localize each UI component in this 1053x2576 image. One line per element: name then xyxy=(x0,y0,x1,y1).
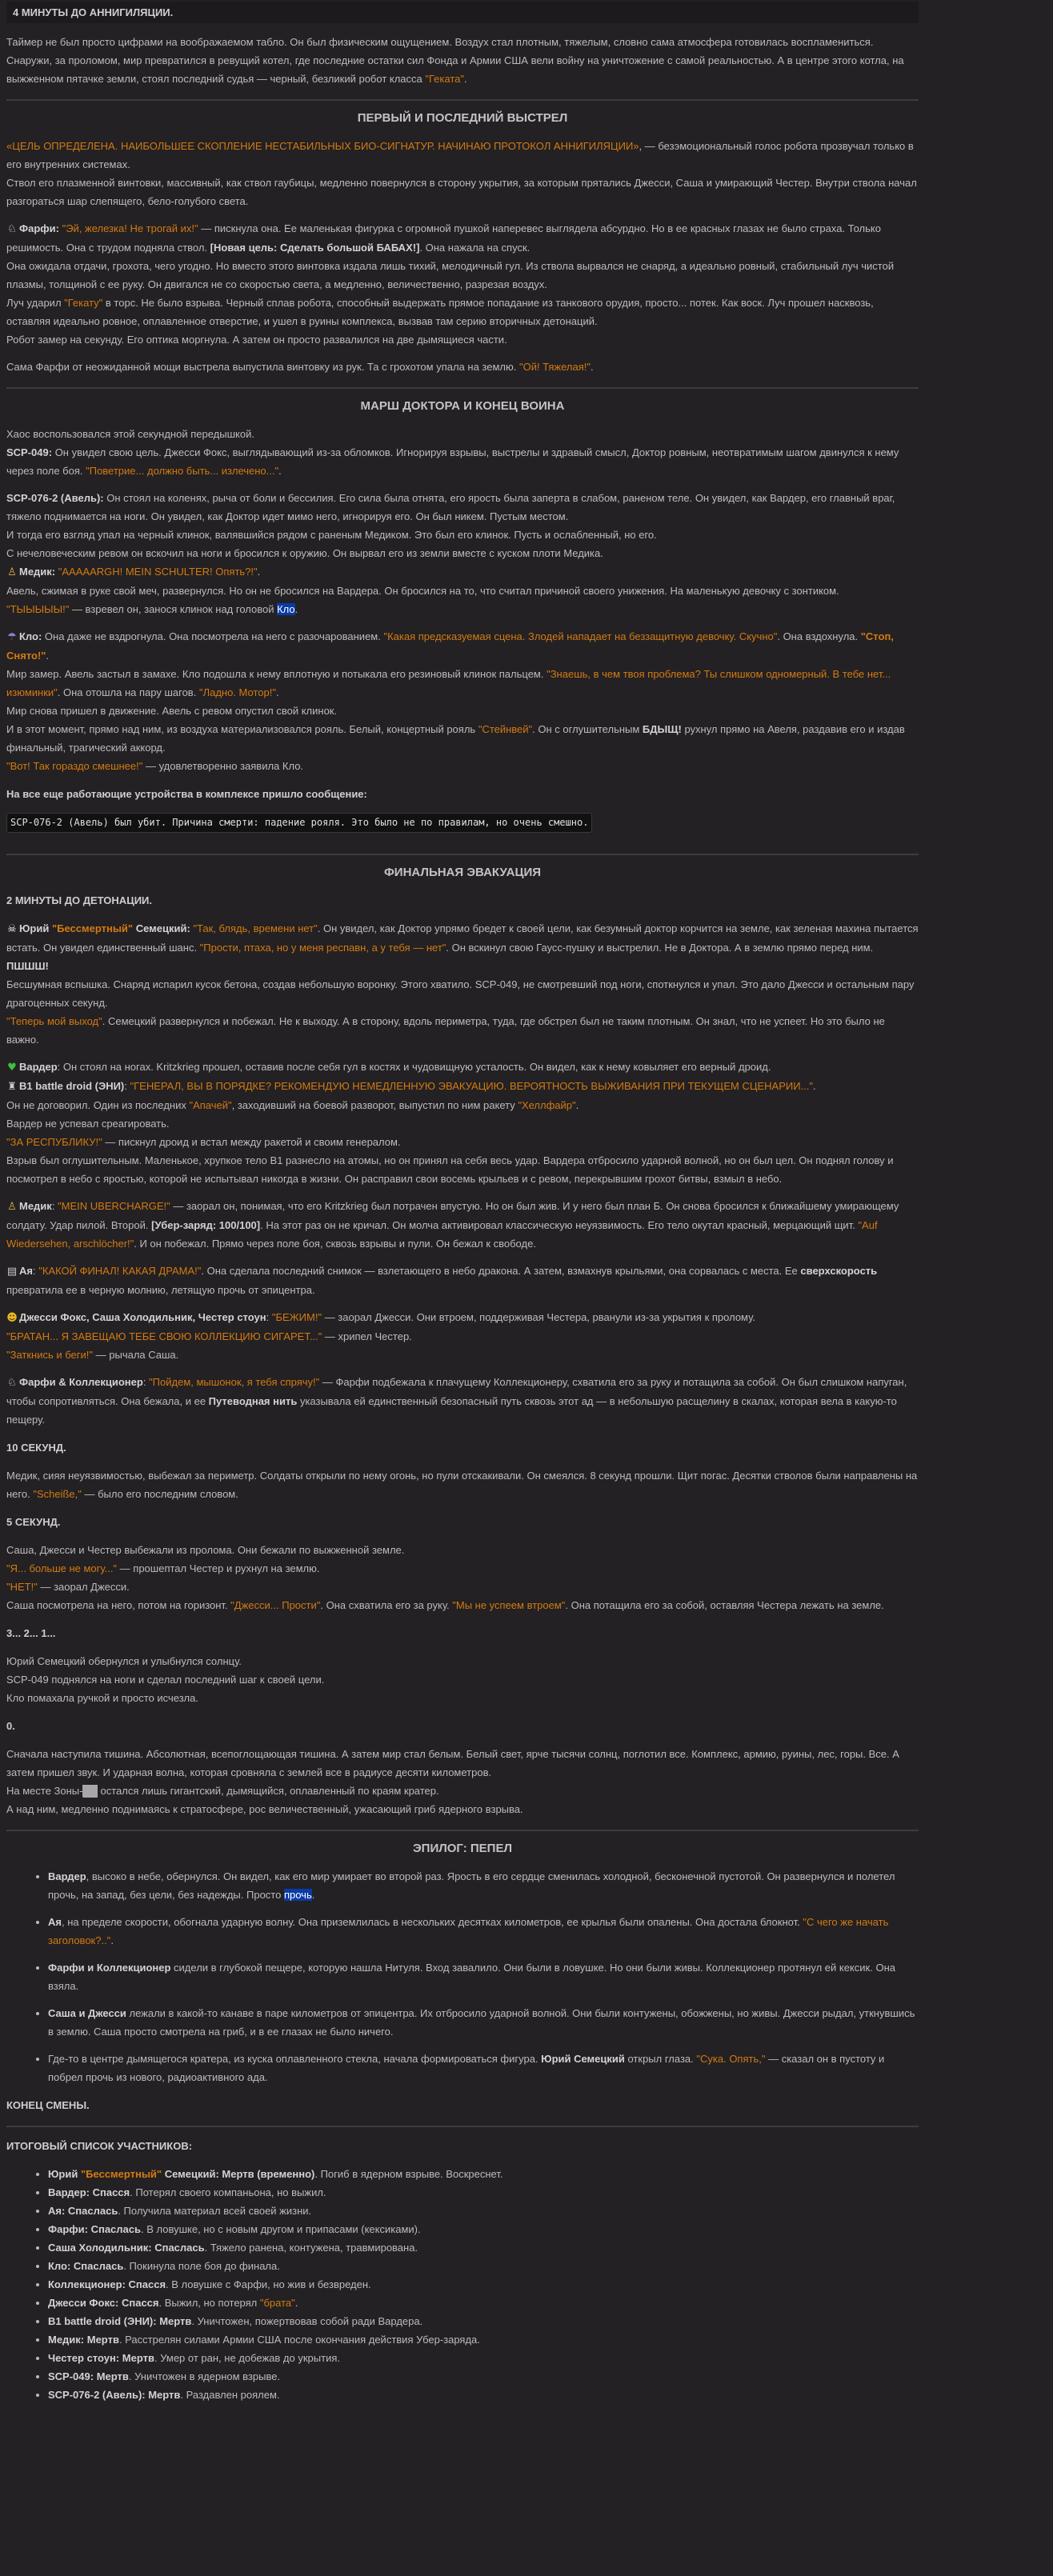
text-run: . xyxy=(278,465,282,477)
bold-text: Семецкий: Мертв (временно) xyxy=(162,2168,315,2180)
droid-icon: ♜ xyxy=(7,1081,17,1093)
text-run: . Он вскинул свою Гаусс-пушку и выстрелил. Не в Доктора. А в землю прямо перед ним. xyxy=(446,942,874,954)
bullet-list xyxy=(6,1867,919,2086)
quoted-speech: "Scheiße," xyxy=(33,1488,82,1500)
bold-label: 5 СЕКУНД. xyxy=(6,1516,61,1528)
bold-text: Юрий Семецкий xyxy=(541,2053,625,2065)
paragraph-line xyxy=(6,582,919,600)
bold-text: SCP-049: Мертв xyxy=(48,2370,129,2382)
text-run: . Выжил, но потерял xyxy=(158,2297,260,2309)
bold-label: 4 МИНУТЫ ДО АННИГИЛЯЦИИ. xyxy=(6,2,919,23)
paragraph-line xyxy=(6,358,919,376)
list-item xyxy=(48,1913,919,1950)
text-run: . Она схватила его за руку. xyxy=(320,1599,453,1611)
section-divider xyxy=(6,387,919,389)
text-run: И в этот момент, прямо над ним, из воздуха материализовался рояль. Белый, концертный рояль xyxy=(6,723,478,735)
bullet-list xyxy=(6,2165,919,2404)
text-run: , на пределе скорости, обогнала ударную волну. Она приземлилась в нескольких десятках километров, ее крылья были опалены. Она достала блокнот. xyxy=(61,1916,803,1928)
list-item xyxy=(48,2050,919,2086)
bold-text: Честер стоун: Мертв xyxy=(48,2352,154,2364)
list-item xyxy=(48,1958,919,1995)
paragraph-line xyxy=(6,665,919,702)
text-run: . Она вздохнула. xyxy=(777,630,861,642)
text-run: Он увидел свою цель. Джесси Фокс, выглядывающий из-за обломков. Игнорируя взрывы, выстрелы и здравый смысл, Доктор ровным, неотвратимым шагом двинулся к нему через поле боя. xyxy=(6,446,899,477)
text-run: . Он с оглушительным xyxy=(532,723,643,735)
quoted-speech: "Апачей" xyxy=(189,1099,232,1111)
umbrella-icon: ☂ xyxy=(7,631,17,643)
list-item xyxy=(48,2220,919,2238)
bold-text: Медик: Мертв xyxy=(48,2334,119,2346)
bold-text: Медик xyxy=(19,1200,52,1212)
text-run: — пискнула она. Ее маленькая фигурка с огромной пушкой наперевес выглядела абсурдно. Но в ее красных глазах не было страха. Только решимость. Она с трудом подняла ствол. xyxy=(6,222,881,254)
bold-text: [Убер-заряд: 100/100] xyxy=(151,1219,261,1231)
heart-icon: ♥ xyxy=(7,1062,17,1074)
bold-text: Фарфи & Коллекционер xyxy=(19,1376,143,1388)
paragraph-line xyxy=(6,562,919,582)
text-run: лежали в какой-то канаве в паре километров от эпицентра. Их отбросило ударной волной. Они были контужены, обожжены, но живы. Джесси рыдал, уткнувшись в землю. Саша просто смотрела на гриб, и в ее глазах не было ничего. xyxy=(48,2007,915,2038)
paragraph-line xyxy=(6,1596,919,1614)
paragraph-line xyxy=(6,1058,919,1077)
text-run: SCP-049 поднялся на ноги и сделал последний шаг к своей цели. xyxy=(6,1674,325,1686)
bold-label: КОНЕЦ СМЕНЫ. xyxy=(6,2099,90,2111)
quoted-speech: "Геката" xyxy=(425,73,464,85)
text-run: . xyxy=(294,2297,298,2309)
quoted-speech: "Заткнись и беги!" xyxy=(6,1349,94,1361)
paragraph-line xyxy=(6,1077,919,1096)
text-run: . Она нажала на спуск. xyxy=(419,242,531,254)
text-run: рухнул прямо на Авеля, раздавив его и издав финальный, трагический аккорд. xyxy=(6,723,905,754)
text-run: — заорал Джесси. Они втроем, поддерживая Честера, рванули из-за укрытия к пролому. xyxy=(322,1311,755,1323)
paragraph-line xyxy=(6,425,919,443)
paragraph xyxy=(6,33,919,88)
paragraph xyxy=(6,219,919,349)
text-run: . Он увидел, как Доктор упрямо бредет к своей цели, как безумный доктор корчится на земле, как зеленая махина пытается встать. Он увидел единственный шанс. xyxy=(6,922,919,954)
text-run: : xyxy=(142,1376,150,1388)
bold-label: 3... 2... 1... xyxy=(6,1627,56,1639)
text-run: Мир замер. Авель застыл в замахе. Кло подошла к нему вплотную и потыкала его резиновый клинок пальцем. xyxy=(6,668,547,680)
text-run: . Покинула поле боя до финала. xyxy=(123,2260,280,2272)
text-run: . xyxy=(46,650,50,662)
text-run: Хаос воспользовался этой секундной передышкой. xyxy=(6,428,254,440)
paragraph-line xyxy=(6,33,919,88)
text-run: : xyxy=(266,1311,272,1323)
text-run: превратила ее в черную молнию, летящую прочь от эпицентра. xyxy=(6,1284,315,1296)
paragraph-line xyxy=(6,957,919,975)
paragraph-line xyxy=(6,1670,919,1689)
section-heading: ФИНАЛЬНАЯ ЭВАКУАЦИЯ xyxy=(383,866,542,879)
paragraph-line xyxy=(6,1327,919,1346)
text-run: сидели в глубокой пещере, которую нашла Нитуля. Вход завалило. Они были в ловушке. Но они были живы. Коллекционер протянул ей кексик. Она взяла. xyxy=(48,1962,895,1992)
paragraph-line xyxy=(6,526,919,544)
bold-text: Ая xyxy=(19,1265,33,1277)
bold-text: Джесси Фокс: Спасся xyxy=(48,2297,159,2309)
bold-text: B1 battle droid (ЭНИ) xyxy=(19,1080,125,1092)
text-run: — удовлетворенно заявила Кло. xyxy=(142,760,304,772)
quoted-speech: "Пойдем, мышонок, я тебя спрячу!" xyxy=(149,1376,320,1388)
text-run: . Она отошла на пару шагов. xyxy=(57,686,199,698)
text-run: — рычала Саша. xyxy=(93,1349,179,1361)
quoted-speech: "Я... больше не могу..." xyxy=(6,1562,118,1574)
quoted-speech: "Теперь мой выход" xyxy=(6,1015,102,1027)
quoted-speech: "С чего же начать заголовок?.." xyxy=(48,1916,889,1946)
text-run: — хрипел Честер. xyxy=(322,1330,412,1342)
text-run: в торс. Не было взрыва. Черный сплав робота, способный выдержать прямое попадание из танкового орудия, просто... потек. Как воск. Луч прошел насквозь, оставляя идеально ровное, оплавленное отверстие, и ушел в руины комплекса, вызвав там серию вторичных детонаций. xyxy=(6,297,874,327)
quoted-speech: "Вот! Так гораздо смешнее!" xyxy=(6,760,143,772)
bold-text: Коллекционер: Спасся xyxy=(48,2278,166,2290)
paragraph-line xyxy=(6,1578,919,1596)
paragraph xyxy=(6,1058,919,1188)
paragraph-line xyxy=(6,544,919,562)
list-item xyxy=(48,2004,919,2041)
redacted-text: ██ xyxy=(82,1785,98,1797)
text-run: — сказал он в пустоту и побрел прочь из нового, радиоактивного ада. xyxy=(48,2053,885,2083)
text-run: С нечеловеческим ревом он вскочил на ноги и бросился к оружию. Он вырвал его из земли вместе с куском плоти Медика. xyxy=(6,547,603,559)
bold-text: Фарфи: Спаслась xyxy=(48,2223,141,2235)
text-run: . xyxy=(463,73,467,85)
paragraph-line xyxy=(6,1652,919,1670)
bold-text: Путеводная нить xyxy=(208,1395,298,1407)
text-run: Саша, Джесси и Честер выбежали из пролома. Они бежали по выжженной земле. xyxy=(6,1544,405,1556)
text-run: . Потерял своего компаньона, но выжил. xyxy=(130,2186,326,2198)
text-run: . Уничтожен в ядерном взрыве. xyxy=(128,2370,281,2382)
paragraph-line xyxy=(6,1262,919,1299)
list-item xyxy=(48,2312,919,2330)
paragraph-line xyxy=(6,1133,919,1151)
list-item xyxy=(48,2257,919,2275)
bold-text: SCP-076-2 (Авель): xyxy=(6,492,104,504)
text-run: , заходивший на боевой разворот, выпустил по ним ракету xyxy=(231,1099,518,1111)
selected-text[interactable]: Кло xyxy=(277,603,295,615)
quoted-speech: "ГЕНЕРАЛ, ВЫ В ПОРЯДКЕ? РЕКОМЕНДУЮ НЕМЕДЛЕННУЮ ЭВАКУАЦИЮ. ВЕРОЯТНОСТЬ ВЫЖИВАНИЯ ПРИ ТЕКУЩЕМ СЦЕНАРИИ..." xyxy=(130,1080,813,1092)
paragraph-line xyxy=(6,174,919,210)
list-item xyxy=(48,2349,919,2367)
text-run: . xyxy=(294,603,298,615)
text-run: . xyxy=(575,1099,579,1111)
mouse-icon: ♘ xyxy=(7,223,17,235)
paragraph-line xyxy=(6,1373,919,1429)
text-run: . Уничтожен, пожертвовав собой ради Вардера. xyxy=(191,2315,423,2327)
text-run: Сама Фарфи от неожиданной мощи выстрела выпустила винтовку из рук. Та с грохотом упала на землю. xyxy=(6,361,519,373)
quoted-speech: "AAAAARGH! MEIN SCHULTER! Опять?!" xyxy=(58,566,258,578)
section-divider xyxy=(6,1830,919,1831)
quoted-speech: "Прости, птаха, но у меня респавн, а у тебя — нет" xyxy=(199,942,446,954)
text-run: . xyxy=(311,1889,315,1901)
text-run: Он стоял на коленях, рыча от боли и бессилия. Его сила была отнята, его ярость была заперта в слабом, раненом теле. Он увидел, как Вардер, его главный враг, тяжело поднимается на ноги. Он увидел, как Доктор идет мимо него, игнорируя его. Он был никем. Пустым местом. xyxy=(6,492,895,522)
text-run: — было его последним словом. xyxy=(81,1488,238,1500)
section-heading: ЭПИЛОГ: ПЕПЕЛ xyxy=(413,1842,512,1855)
bold-text: Юрий xyxy=(19,922,52,934)
paragraph-line xyxy=(6,1689,919,1707)
text-run: — взревел он, занося клинок над головой xyxy=(69,603,278,615)
paragraph-line xyxy=(6,1782,919,1800)
smiley-icon: ☻ xyxy=(6,1312,18,1324)
quoted-speech: «ЦЕЛЬ ОПРЕДЕЛЕНА. НАИБОЛЬШЕЕ СКОПЛЕНИЕ НЕСТАБИЛЬНЫХ БИО-СИГНАТУР. НАЧИНАЮ ПРОТОКОЛ АННИГИЛЯЦИИ» xyxy=(6,140,639,152)
quoted-speech: "НЕТ!" xyxy=(6,1581,38,1593)
text-run: : xyxy=(51,1200,58,1212)
text-run: . xyxy=(275,686,279,698)
text-run: . xyxy=(257,566,261,578)
text-run: . В ловушке, но с новым другом и припасами (кексиками). xyxy=(140,2223,421,2235)
paragraph xyxy=(6,137,919,210)
paragraph xyxy=(6,1541,919,1614)
text-run: . Она сделала последний снимок — взлетающего в небо дракона. А затем, взмахнув крыльями, она сорвалась с места. Ее xyxy=(201,1265,801,1277)
text-run: Медик, сияя неуязвимостью, выбежал за периметр. Солдаты открыли по нему огонь, но пули отскакивали. Он смеялся. 8 секунд прошли. Щит погас. Десятки стволов были направлены на него. xyxy=(6,1470,918,1500)
text-run: : xyxy=(124,1080,130,1092)
bold-label: ИТОГОВЫЙ СПИСОК УЧАСТНИКОВ: xyxy=(6,2140,193,2152)
text-run: Луч ударил xyxy=(6,297,65,309)
paragraph xyxy=(6,627,919,775)
text-run: : xyxy=(32,1265,39,1277)
text-run: — заорал Джесси. xyxy=(37,1581,130,1593)
text-run: Мир снова пришел в движение. Авель с ревом опустил свой клинок. xyxy=(6,705,338,717)
paragraph-line xyxy=(6,1308,919,1327)
text-run: Робот замер на секунду. Его оптика моргнула. А затем он просто развалился на две дымящиеся части. xyxy=(6,334,507,346)
paragraph-line xyxy=(6,702,919,720)
text-run: . Получила материал всей своей жизни. xyxy=(118,2205,312,2217)
bold-text: Саша и Джесси xyxy=(48,2007,126,2019)
text-run: . Раздавлен роялем. xyxy=(180,2389,280,2401)
paragraph-line xyxy=(6,757,919,775)
paragraph xyxy=(6,1745,919,1818)
text-run: : Он стоял на ногах. Kritzkrieg прошел, оставив после себя гул в костях и чудовищную усталость. Он видел, как к нему ковыляет его верный дроид. xyxy=(57,1061,771,1073)
bold-text: Ая: Спаслась xyxy=(48,2205,118,2217)
text-run: . xyxy=(110,1934,114,1946)
quoted-speech: "КАКОЙ ФИНАЛ! КАКАЯ ДРАМА!" xyxy=(38,1265,202,1277)
paragraph-line xyxy=(6,1114,919,1133)
paragraph xyxy=(6,1373,919,1429)
paragraph xyxy=(6,919,919,1049)
text-run: открыл глаза. xyxy=(624,2053,697,2065)
bold-text: Вардер xyxy=(19,1061,58,1073)
paragraph xyxy=(6,1197,919,1253)
selected-text[interactable]: прочь xyxy=(283,1889,312,1901)
text-run: Где-то в центре дымящегося кратера, из куска оплавленного стекла, начала формироваться фигура. xyxy=(48,2053,542,2065)
text-run: — Фарфи подбежала к плачущему Коллекционеру, схватила его за руку и потащила за собой. Он был слишком напуган, чтобы сопротивляться. Она бежала, и ее xyxy=(6,1376,907,1407)
paragraph xyxy=(6,1308,919,1364)
text-run: — заорал он, понимая, что его Kritzkrieg был потрачен впустую. Но он был жив. И у него был план Б. Он снова бросился к ближайшему умирающему солдату. Удар пилой. Второй. xyxy=(6,1200,899,1231)
bold-label: 0. xyxy=(6,1720,15,1732)
bold-text: Саша Холодильник: Спаслась xyxy=(48,2242,205,2254)
paragraph-line xyxy=(6,257,919,294)
text-run: . Тяжело ранена, контужена, травмирована. xyxy=(204,2242,418,2254)
quoted-speech: "Какая предсказуемая сцена. Злодей нападает на беззащитную девочку. Скучно" xyxy=(383,630,778,642)
list-item xyxy=(48,2238,919,2257)
text-run: Вардер не успевал среагировать. xyxy=(6,1118,170,1130)
text-run: На месте Зоны- xyxy=(6,1785,83,1797)
bold-text: Вардер: Спасся xyxy=(48,2186,130,2198)
quoted-speech: "Гекату" xyxy=(64,297,103,309)
paragraph-line xyxy=(6,1559,919,1578)
text-run: А над ним, медленно поднимаясь к стратосфере, рос величественный, ужасающий гриб ядерного взрыва. xyxy=(6,1803,523,1815)
list-item xyxy=(48,2330,919,2349)
paragraph-line xyxy=(6,1151,919,1188)
bold-text: Ая xyxy=(48,1916,62,1928)
section-divider xyxy=(6,99,919,101)
text-run: Она даже не вздрогнула. Она посмотрела на него с разочарованием. xyxy=(42,630,384,642)
text-run: — прошептал Честер и рухнул на землю. xyxy=(117,1562,320,1574)
text-run: Бесшумная вспышка. Снаряд испарил кусок бетона, создав небольшую воронку. Этого хватило. SCP-049, не смотревший под ноги, споткнулся и упал. Это дало Джесси и остальным пару драгоценных секунд. xyxy=(6,978,915,1009)
text-run: остался лишь гигантский, дымящийся, оплавленный по краям кратер. xyxy=(97,1785,439,1797)
section-divider xyxy=(6,2126,919,2127)
bold-text: SCP-049: xyxy=(6,446,53,458)
text-run: . Умер от ран, не добежав до укрытия. xyxy=(154,2352,340,2364)
quoted-speech: "Сука. Опять," xyxy=(696,2053,766,2065)
quoted-speech: "БРАТАН... Я ЗАВЕЩАЮ ТЕБЕ СВОЮ КОЛЛЕКЦИЮ СИГАРЕТ..." xyxy=(6,1330,322,1342)
section-heading: ПЕРВЫЙ И ПОСЛЕДНИЙ ВЫСТРЕЛ xyxy=(357,111,568,125)
quoted-speech: "Мы не успеем втроем" xyxy=(452,1599,566,1611)
list-item xyxy=(48,2294,919,2312)
medic-icon: ♙ xyxy=(7,1201,17,1213)
text-run: . xyxy=(591,361,594,373)
bold-text: сверхскорость xyxy=(800,1265,878,1277)
paragraph-line xyxy=(6,1096,919,1114)
bold-text: Кло: xyxy=(19,630,42,642)
text-run: указывала ей единственный безопасный путь сквозь этот ад — в небольшую расщелину в скалах, которая вела в какую-то пещеру. xyxy=(6,1395,897,1426)
paragraph-line xyxy=(6,330,919,349)
bold-text: Фарфи и Коллекционер xyxy=(48,1962,171,1974)
text-run: . Она потащила его за собой, оставляя Честера лежать на земле. xyxy=(565,1599,884,1611)
quoted-speech: "Ладно. Мотор!" xyxy=(198,686,276,698)
bold-label: 2 МИНУТЫ ДО ДЕТОНАЦИИ. xyxy=(6,894,152,906)
paragraph-line xyxy=(6,294,919,330)
paragraph-line xyxy=(6,443,919,480)
list-item xyxy=(48,2275,919,2294)
bold-label: 10 СЕКУНД. xyxy=(6,1442,66,1454)
paragraph-line xyxy=(6,627,919,665)
bold-text: Семецкий: xyxy=(133,922,190,934)
paragraph xyxy=(6,425,919,480)
notepad-icon: ▤ xyxy=(6,1266,18,1278)
quoted-speech: "Стейнвей" xyxy=(478,723,533,735)
bold-text: БДЫЩ! xyxy=(642,723,682,735)
quoted-speech: "Так, блядь, времени нет" xyxy=(193,922,318,934)
skull-icon: ☠ xyxy=(7,923,17,935)
paragraph-line xyxy=(6,1800,919,1818)
text-run: . Погиб в ядерном взрыве. Воскреснет. xyxy=(314,2168,503,2180)
bold-text: [Новая цель: Сделать большой БАБАХ!] xyxy=(210,242,420,254)
paragraph xyxy=(6,489,919,618)
bold-text: Фарфи: xyxy=(19,222,59,234)
medic-icon: ♙ xyxy=(7,566,17,578)
quoted-speech: "Знаешь, в чем твоя проблема? Ты слишком одномерный. В тебе нет... изюминки" xyxy=(6,668,891,698)
bold-text: Юрий xyxy=(48,2168,81,2180)
paragraph xyxy=(6,1262,919,1299)
paragraph-line xyxy=(6,600,919,618)
paragraph-line xyxy=(6,219,919,257)
paragraph-line xyxy=(6,1466,919,1503)
bold-text: B1 battle droid (ЭНИ): Мертв xyxy=(48,2315,192,2327)
quoted-speech: "MEIN UBERCHARGE!" xyxy=(58,1200,170,1212)
text-run: Он не договорил. Один из последних xyxy=(6,1099,190,1111)
list-item xyxy=(48,1867,919,1904)
text-run: . Расстрелян силами Армии США после окончания действия Убер-заряда. xyxy=(118,2334,480,2346)
paragraph xyxy=(6,358,919,376)
paragraph-line xyxy=(6,1197,919,1253)
text-run: . И он побежал. Прямо через поле боя, сквозь взрывы и пули. Он бежал к свободе. xyxy=(134,1238,536,1250)
bold-text: Медик: xyxy=(19,566,56,578)
text-run: , высоко в небе, обернулся. Он видел, как его мир умирает во второй раз. Ярость в его сердце сменилась холодной, бесконечной пустотой. Он развернулся и полетел прочь, на запад, без цели, без надежды. Просто xyxy=(48,1870,895,1901)
paragraph-line xyxy=(6,1346,919,1364)
text-run: Авель, сжимая в руке свой меч, развернулся. Но он не бросился на Вардера. Он бросился на то, что считал причиной своего унижения. На маленькую девочку с зонтиком. xyxy=(6,585,839,597)
bold-text: ПШШШ! xyxy=(6,960,49,972)
mouse-icon: ♘ xyxy=(7,1377,17,1389)
list-item xyxy=(48,2386,919,2404)
quoted-speech: "БЕЖИМ!" xyxy=(271,1311,322,1323)
bold-text: Кло: Спаслась xyxy=(48,2260,124,2272)
text-run: Она ожидала отдачи, грохота, чего угодно. Но вместо этого винтовка издала лишь тихий, мелодичный гул. Из ствола вырвался не снаряд, а идеально ровный, стабильный луч чистой плазмы, толщиной с ее руку. Он двигался не со скоростью света, а медленно, величественно, разрезая воздух. xyxy=(6,260,895,290)
system-message-code: SCP-076-2 (Авель) был убит. Причина смерти: падение рояля. Это было не по правилам, но очень смешно. xyxy=(6,813,592,833)
quoted-speech: "брата" xyxy=(259,2297,295,2309)
paragraph xyxy=(6,1466,919,1503)
list-item xyxy=(48,2165,919,2183)
text-run: Саша посмотрела на него, потом на горизонт. xyxy=(6,1599,231,1611)
quoted-speech: "Эй, железка! Не трогай их!" xyxy=(62,222,198,234)
paragraph-line xyxy=(6,1541,919,1559)
text-run: . xyxy=(813,1080,816,1092)
bold-label: На все еще работающие устройства в комплексе пришло сообщение: xyxy=(6,788,367,800)
list-item xyxy=(48,2183,919,2202)
text-run: , — безэмоциональный голос робота прозвучал только в его внутренних системах. xyxy=(6,140,914,170)
text-run: . В ловушке с Фарфи, но жив и безвреден. xyxy=(166,2278,371,2290)
quoted-speech: "Ой! Тяжелая!" xyxy=(518,361,591,373)
section-heading: МАРШ ДОКТОРА И КОНЕЦ ВОИНА xyxy=(360,399,565,413)
bold-text: SCP-076-2 (Авель): Мертв xyxy=(48,2389,181,2401)
text-run: . На этот раз он не кричал. Он молча активировал классическую неуязвимость. Его тело окутал красный, мерцающий щит. xyxy=(260,1219,859,1231)
text-run: Взрыв был оглушительным. Маленькое, хрупкое тело B1 разнесло на атомы, но он принял на себя весь удар. Вардера отбросило ударной волной, но он был цел. Он поднял голову и посмотрел в небо с яростью, которой не испытывал никогда в жизни. Он расправил свои восемь крыльев и с ревом, перекрывшим грохот битвы, взмыл в небо. xyxy=(6,1154,894,1185)
text-run: Ствол его плазменной винтовки, массивный, как ствол гаубицы, медленно повернулся в сторону укрытия, за которым прятались Джесси, Саша и умирающий Честер. Внутри ствола начал разгораться шар слепящего, бело-голубого света. xyxy=(6,177,917,207)
list-item xyxy=(48,2367,919,2386)
list-item xyxy=(48,2202,919,2220)
quoted-speech: "Джесси... Прости" xyxy=(230,1599,321,1611)
paragraph-line xyxy=(6,1745,919,1782)
text-run: И тогда его взгляд упал на черный клинок, валявшийся рядом с раненым Медиком. Это был его клинок. Пусть и ослабленный, но его. xyxy=(6,529,657,541)
text-run: — пискнул дроид и встал между ракетой и своим генералом. xyxy=(102,1136,401,1148)
paragraph-line xyxy=(6,919,919,957)
paragraph xyxy=(6,1652,919,1707)
text-run: Таймер не был просто цифрами на воображаемом табло. Он был физическим ощущением. Воздух стал плотным, тяжелым, словно сама атмосфера готовилась воспламениться. Снаружи, за проломом, мир превратился в ревущий котел, где последние остатки сил Фонда и Армии США вели войну на уничтожение с самой реальностью. А в центре этого котла, на выжженном пятачке земли, стоял последний судья — черный, безликий робот класса xyxy=(6,36,904,85)
quoted-speech: "ЗА РЕСПУБЛИКУ!" xyxy=(6,1136,102,1148)
paragraph-line xyxy=(6,137,919,174)
quoted-speech-bold: "Бессмертный" xyxy=(51,922,134,934)
paragraph-line xyxy=(6,489,919,526)
text-run: Юрий Семецкий обернулся и улыбнулся солнцу. xyxy=(6,1655,242,1667)
quoted-speech-bold: "Бессмертный" xyxy=(80,2168,162,2180)
quoted-speech: "Хеллфайр" xyxy=(518,1099,576,1111)
text-run: . Семецкий развернулся и побежал. Не к выходу. А в сторону, вдоль периметра, туда, где обстрел был не таким плотным. Он знал, что не успеет. Но это было не важно. xyxy=(6,1015,885,1046)
bold-text: Вардер xyxy=(48,1870,86,1882)
quoted-speech: "Auf Wiedersehen, arschlöcher!" xyxy=(6,1219,878,1250)
bold-text: Джесси Фокс, Саша Холодильник, Честер стоун xyxy=(19,1311,266,1323)
text-run: Сначала наступила тишина. Абсолютная, всепоглощающая тишина. А затем мир стал белым. Белый свет, ярче тысячи солнц, поглотил все. Комплекс, армию, руины, лес, горы. Все. А затем пришел звук. И ударная волна, которая сровняла с землей все в радиусе десяти километров. xyxy=(6,1748,899,1778)
paragraph-line xyxy=(6,1012,919,1049)
section-divider xyxy=(6,854,919,855)
quoted-speech-bold: "Стоп, Снято!" xyxy=(6,630,894,662)
paragraph-line xyxy=(6,720,919,757)
paragraph-line xyxy=(6,975,919,1012)
quoted-speech: "Поветрие... должно быть... излечено..." xyxy=(86,465,279,477)
quoted-speech: "ТЫЫЫЫЫ!" xyxy=(6,603,70,615)
system-message xyxy=(6,813,919,842)
text-run: Кло помахала ручкой и просто исчезла. xyxy=(6,1692,198,1704)
